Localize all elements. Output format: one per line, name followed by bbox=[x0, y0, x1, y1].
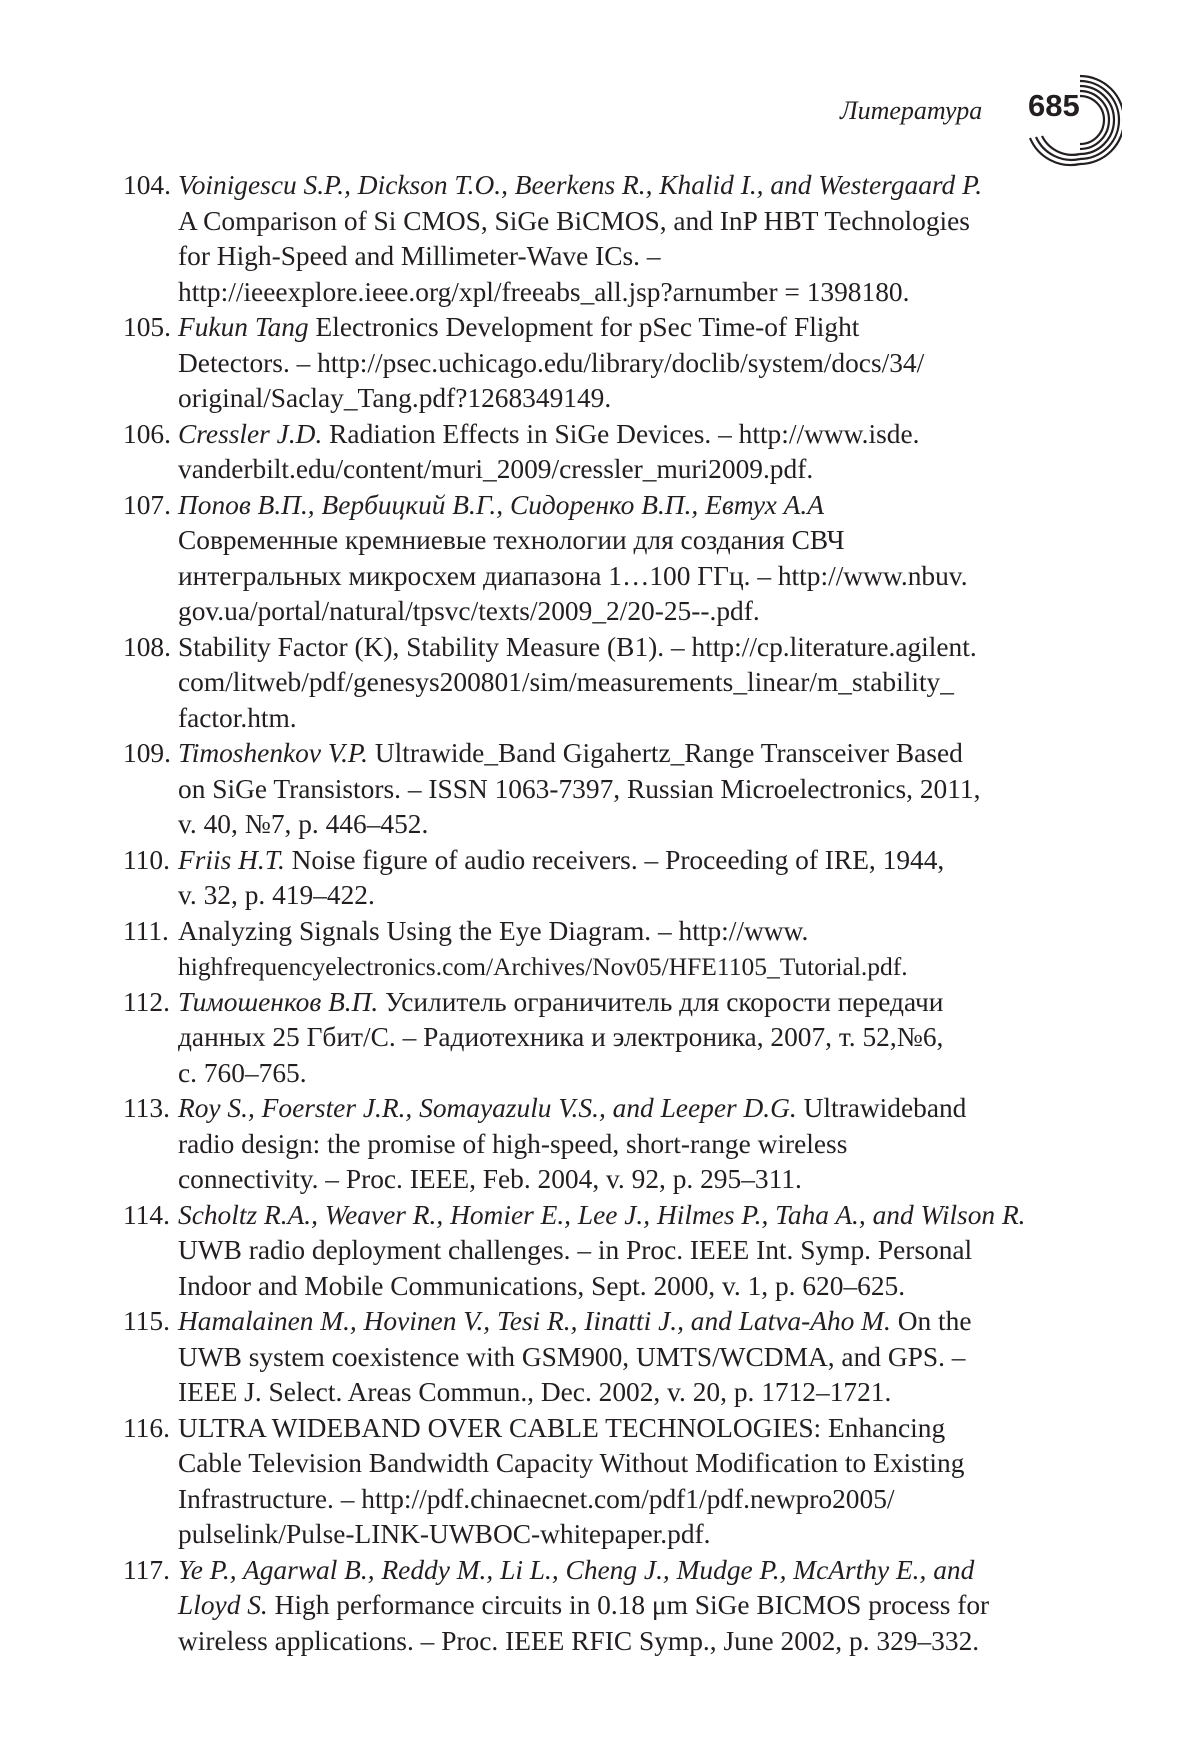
reference-authors: Roy S., Foerster J.R., Somayazulu V.S., and Leeper D.G. bbox=[178, 1093, 797, 1123]
reference-line: for High-Speed and Millimeter-Wave ICs. – bbox=[178, 241, 661, 271]
reference-item bbox=[123, 488, 1083, 630]
reference-text: Radiation Effects in SiGe Devices. – http://www.isde. bbox=[322, 418, 920, 449]
reference-number: 108. bbox=[123, 631, 171, 662]
reference-item bbox=[123, 843, 1083, 914]
reference-line: http://ieeexplore.ieee.org/xpl/freeabs_all.jsp?arnumber = 1398180. bbox=[178, 276, 910, 307]
reference-line: highfrequencyelectronics.com/Archives/Nov05/HFE1105_Tutorial.pdf. bbox=[178, 952, 908, 981]
reference-number: 115. bbox=[123, 1306, 170, 1336]
reference-item bbox=[123, 1198, 1083, 1305]
reference-authors: Scholtz R.A., Weaver R., Homier E., Lee J., Hilmes P., Taha A., and Wilson R. bbox=[178, 1199, 1026, 1230]
reference-authors: Voinigescu S.P., Dickson T.O., Beerkens R., Khalid I., and Westergaard P. bbox=[178, 170, 983, 200]
reference-authors: Lloyd S. bbox=[178, 1590, 268, 1620]
reference-item bbox=[123, 168, 1083, 310]
reference-text: On the bbox=[890, 1306, 972, 1336]
reference-line: Cable Television Bandwidth Capacity Without Modification to Existing bbox=[178, 1448, 965, 1478]
reference-authors: Cressler J.D. bbox=[178, 418, 323, 449]
reference-text: Noise figure of audio receivers. – Proceeding of IRE, 1944, bbox=[284, 844, 945, 875]
reference-text: Ultrawideband bbox=[796, 1093, 967, 1123]
reference-authors: Timoshenkov V.P. bbox=[178, 738, 368, 768]
reference-line: on SiGe Transistors. – ISSN 1063-7397, Russian Microelectronics, 2011, bbox=[178, 773, 981, 804]
reference-list bbox=[123, 168, 1083, 1659]
reference-number: 117. bbox=[123, 1554, 170, 1585]
reference-item bbox=[123, 1411, 1083, 1553]
reference-text: Analyzing Signals Using the Eye Diagram. – http://www. bbox=[178, 915, 809, 946]
reference-item bbox=[123, 985, 1083, 1092]
reference-line: UWB system coexistence with GSM900, UMTS/WCDMA, and GPS. – bbox=[178, 1341, 966, 1372]
reference-authors: Friis H.T. bbox=[178, 844, 285, 875]
reference-text: Ultrawide_Band Gigahertz_Range Transceiver Based bbox=[367, 738, 963, 768]
running-title: Литература bbox=[840, 96, 983, 125]
reference-number: 110. bbox=[123, 844, 170, 875]
reference-authors: Ye P., Agarwal B., Reddy M., Li L., Cheng J., Mudge P., McArthy E., and bbox=[178, 1554, 975, 1585]
reference-line: A Comparison of Si CMOS, SiGe BiCMOS, and InP HBT Technologies bbox=[178, 205, 970, 236]
reference-item bbox=[123, 736, 1083, 843]
reference-authors: Hamalainen M., Hovinen V., Tesi R., Iinatti J., and Latva-Aho M. bbox=[178, 1306, 891, 1336]
reference-item bbox=[123, 1553, 1083, 1660]
reference-number: 104. bbox=[123, 170, 171, 200]
reference-line: данных 25 Гбит/С. – Радиотехника и электроника, 2007, т. 52,№6, bbox=[178, 1022, 944, 1052]
page-header bbox=[0, 78, 1200, 168]
reference-authors: Тимошенков В.П. bbox=[178, 986, 379, 1017]
reference-line: Infrastructure. – http://pdf.chinaecnet.com/pdf1/pdf.newpro2005/ bbox=[178, 1483, 895, 1514]
reference-number: 116. bbox=[123, 1412, 170, 1443]
reference-text: ULTRA WIDEBAND OVER CABLE TECHNOLOGIES: Enhancing bbox=[178, 1412, 946, 1443]
reference-line: vanderbilt.edu/content/muri_2009/cressler_muri2009.pdf. bbox=[178, 454, 814, 484]
reference-number: 109. bbox=[123, 738, 171, 768]
reference-line: интегральных микросхем диапазона 1…100 ГГц. – http://www.nbuv. bbox=[178, 560, 968, 591]
reference-line: Detectors. – http://psec.uchicago.edu/library/doclib/system/docs/34/ bbox=[178, 347, 925, 378]
reference-text: Stability Factor (K), Stability Measure (B1). – http://cp.literature.agilent. bbox=[178, 631, 977, 662]
page-number: 685 bbox=[1028, 88, 1080, 123]
reference-text: High performance circuits in 0.18 μm SiGe BICMOS process for bbox=[267, 1590, 990, 1620]
reference-text: Усилитель ограничитель для скорости передачи bbox=[378, 986, 944, 1017]
reference-number: 107. bbox=[123, 489, 171, 520]
reference-line: с. 760–765. bbox=[178, 1057, 307, 1088]
reference-item bbox=[123, 1091, 1083, 1198]
reference-line: original/Saclay_Tang.pdf?1268349149. bbox=[178, 383, 612, 413]
reference-number: 114. bbox=[123, 1199, 170, 1230]
reference-line: v. 32, p. 419–422. bbox=[178, 880, 375, 910]
reference-number: 111. bbox=[123, 915, 169, 946]
reference-authors: Fukun Tang bbox=[178, 312, 309, 342]
reference-line: connectivity. – Proc. IEEE, Feb. 2004, v. 92, p. 295–311. bbox=[178, 1164, 802, 1194]
reference-authors: Попов В.П., Вербицкий В.Г., Сидоренко В.П., Евтух А.А bbox=[178, 489, 824, 520]
reference-line: v. 40, №7, p. 446–452. bbox=[178, 809, 429, 839]
reference-line: radio design: the promise of high-speed, short-range wireless bbox=[178, 1128, 848, 1159]
reference-item bbox=[123, 310, 1083, 417]
reference-line: factor.htm. bbox=[178, 702, 297, 733]
reference-item bbox=[123, 630, 1083, 737]
reference-number: 113. bbox=[123, 1093, 170, 1123]
reference-line: com/litweb/pdf/genesys200801/sim/measurements_linear/m_stability_ bbox=[178, 667, 954, 697]
reference-line: UWB radio deployment challenges. – in Proc. IEEE Int. Symp. Personal bbox=[178, 1235, 973, 1265]
reference-line: Indoor and Mobile Communications, Sept. 2000, v. 1, p. 620–625. bbox=[178, 1270, 906, 1301]
reference-line: IEEE J. Select. Areas Commun., Dec. 2002, v. 20, p. 1712–1721. bbox=[178, 1377, 892, 1407]
reference-item bbox=[123, 914, 1083, 985]
reference-item bbox=[123, 417, 1083, 488]
reference-text: Electronics Development for pSec Time-of Flight bbox=[308, 312, 860, 342]
reference-line: pulselink/Pulse-LINK-UWBOC-whitepaper.pdf. bbox=[178, 1519, 711, 1549]
reference-line: Современные кремниевые технологии для создания СВЧ bbox=[178, 525, 845, 555]
reference-number: 106. bbox=[123, 418, 171, 449]
reference-item bbox=[123, 1304, 1083, 1411]
reference-number: 105. bbox=[123, 312, 171, 342]
reference-line: wireless applications. – Proc. IEEE RFIC Symp., June 2002, p. 329–332. bbox=[178, 1625, 980, 1656]
reference-number: 112. bbox=[123, 986, 170, 1017]
reference-line: gov.ua/portal/natural/tpsvc/texts/2009_2/20-25--.pdf. bbox=[178, 596, 760, 626]
